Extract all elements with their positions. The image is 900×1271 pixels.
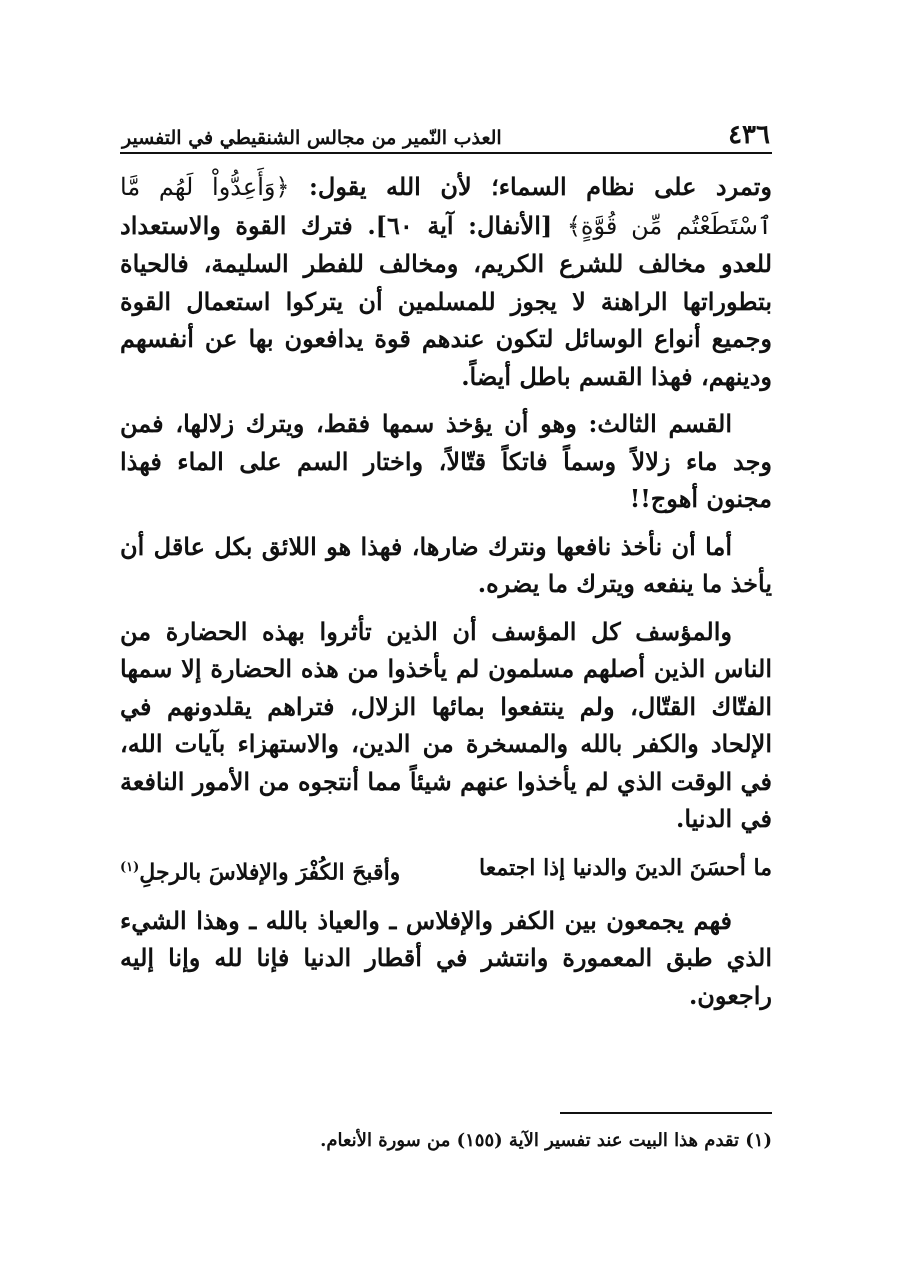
running-title: العذب النّمير من مجالس الشنقيطي في التفسير [122, 127, 502, 149]
paragraph-1-text-after: [الأنفال: آية ٦٠]. فترك القوة والاستعداد للعدو مخالف للشرع الكريم، ومخالف للفطر السليمة، فالحياة بتطوراتها الراهنة لا يجوز للمسلمين أن يتركوا استعمال القوة وجميع أنواع الوسائل لتكون عندهم قوة يدافعون بها عن أنفسهم ودينهم، فهذا القسم باطل أيضاً. [120, 210, 772, 391]
closing-paragraph: فهم يجمعون بين الكفر والإفلاس ـ والعياذ بالله ـ وهذا الشيء الذي طبق المعمورة وانتشر في أقطار الدنيا فإنا لله وإنا إليه راجعون. [120, 905, 772, 1010]
paragraph-2: القسم الثالث: وهو أن يؤخذ سمها فقط، ويترك زلالها، فمن وجد ماء زلالاً وسماً فاتكاً قتّالاً، واختار السم على الماء فهذا مجنون أهوج!! [120, 409, 772, 513]
footnote-marker: (١) [120, 859, 140, 875]
paragraph-4: والمؤسف كل المؤسف أن الذين تأثروا بهذه الحضارة من الناس الذين أصلهم مسلمون لم يأخذوا من هذه الحضارة إلا سمها الفتّاك القتّال، ولم ينتفعوا بمائها الزلال، فتراهم يقلدونهم في الإلحاد والكفر بالله والمسخرة من الدين، والاستهزاء بآيات الله، في الوقت الذي لم يأخذوا عنهم شيئاً مما أنتجوه من الأمور النافعة في الدنيا. [120, 616, 772, 833]
quran-verse: ﴿وَأَعِدُّواْ لَهُم مَّا ٱسْتَطَعْتُم مِّن قُوَّةٍ﴾ [120, 173, 773, 240]
page-header [120, 112, 772, 154]
paragraph-1-text-before: وتمرد على نظام السماء؛ لأن الله يقول: [289, 172, 772, 201]
paragraph-3: أما أن نأخذ نافعها ونترك ضارها، فهذا هو اللائق بكل عاقل أن يأخذ ما ينفعه ويترك ما يضره. [120, 531, 772, 598]
verse-first-hemistich: ما أحسَنَ الدينَ والدنيا إذا اجتمعا [479, 854, 772, 881]
body-text [120, 168, 772, 1014]
footnote: (١) تقدم هذا البيت عند تفسير الآية (١٥٥) من سورة الأنعام. [320, 1130, 772, 1151]
footnote-divider [560, 1112, 772, 1114]
page-number: ٤٣٦ [728, 120, 770, 150]
verse-second-hemistich-text: وأقبحَ الكُفْرَ والإفلاسَ بالرجلِ [139, 858, 401, 885]
book-page [120, 112, 772, 1024]
verse-second-hemistich [120, 848, 400, 892]
paragraph-1 [120, 168, 772, 395]
poetry-verse [120, 848, 772, 892]
